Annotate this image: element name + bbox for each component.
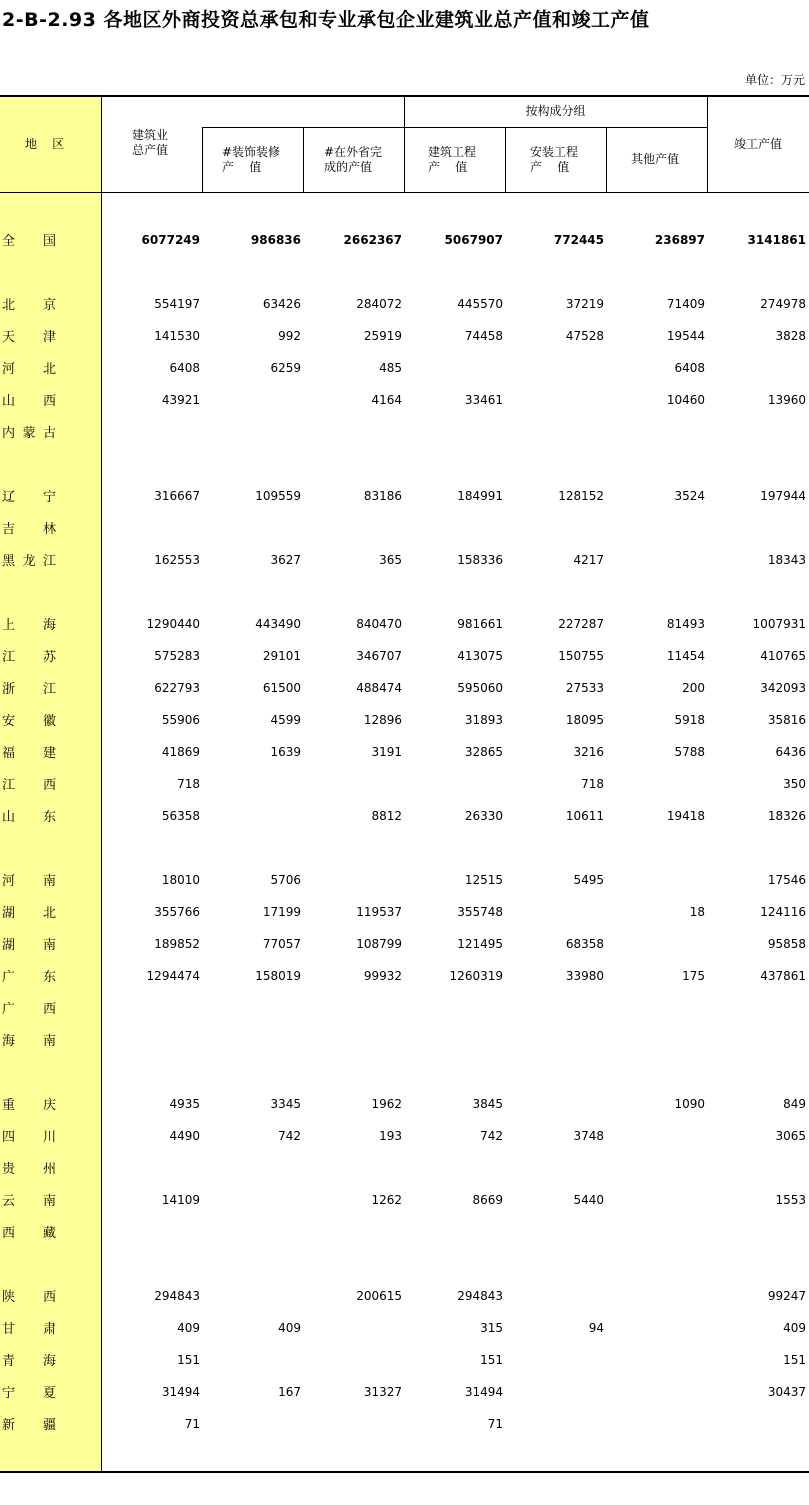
table-cell: 6436 <box>775 745 806 759</box>
table-cell: 6259 <box>270 361 301 375</box>
table-cell: 1294474 <box>146 969 200 983</box>
region-name: 云南 <box>2 1194 56 1209</box>
region-divider <box>101 95 102 1473</box>
table-cell: 554197 <box>154 297 200 311</box>
region-name: 重庆 <box>2 1098 56 1113</box>
page-title: 2-B-2.93 各地区外商投资总承包和专业承包企业建筑业总产值和竣工产值 <box>2 9 650 31</box>
unit-label: 单位：万元 <box>744 73 805 87</box>
table-cell: 284072 <box>356 297 402 311</box>
table-cell: 150755 <box>558 649 604 663</box>
region-label <box>2 518 56 538</box>
table-cell: 342093 <box>760 681 806 695</box>
table-cell: 25919 <box>363 329 402 343</box>
table-cell: 1007931 <box>752 617 806 631</box>
col-divider <box>505 127 506 193</box>
table-cell: 1639 <box>270 745 301 759</box>
region-name: 江西 <box>2 778 56 793</box>
region-label <box>2 710 56 730</box>
table-cell: 12896 <box>363 713 402 727</box>
table-cell: 33980 <box>565 969 604 983</box>
table-cell: 189852 <box>154 937 200 951</box>
table-cell: 3191 <box>371 745 402 759</box>
table-cell: 47528 <box>565 329 604 343</box>
table-cell: 74458 <box>464 329 503 343</box>
table-cell: 413075 <box>457 649 503 663</box>
table-cell: 26330 <box>464 809 503 823</box>
table-cell: 12515 <box>464 873 503 887</box>
table-cell: 294843 <box>457 1289 503 1303</box>
table-cell: 622793 <box>154 681 200 695</box>
header-total-output: 建筑业 总产值 <box>132 128 169 157</box>
table-cell: 3141861 <box>747 233 806 247</box>
table-cell: 71 <box>487 1417 503 1431</box>
region-name: 内蒙古 <box>2 426 56 441</box>
region-name: 北京 <box>2 298 56 313</box>
table-cell: 99932 <box>363 969 402 983</box>
table-cell: 8812 <box>371 809 402 823</box>
table-cell: 1290440 <box>146 617 200 631</box>
region-name: 浙江 <box>2 682 56 697</box>
region-name: 广东 <box>2 970 56 985</box>
table-cell: 128152 <box>558 489 604 503</box>
table-cell: 121495 <box>457 937 503 951</box>
table-cell: 4164 <box>371 393 402 407</box>
table-cell: 4217 <box>573 553 604 567</box>
region-name: 四川 <box>2 1130 56 1145</box>
table-cell: 355766 <box>154 905 200 919</box>
table-cell: 981661 <box>457 617 503 631</box>
region-label <box>2 1414 56 1434</box>
table-cell: 35816 <box>767 713 806 727</box>
region-label <box>2 678 56 698</box>
region-name: 河北 <box>2 362 56 377</box>
table-cell: 119537 <box>356 905 402 919</box>
table-cell: 3065 <box>775 1129 806 1143</box>
table-cell: 43921 <box>161 393 200 407</box>
table-cell: 19544 <box>666 329 705 343</box>
table-cell: 193 <box>379 1129 402 1143</box>
table-cell: 71 <box>184 1417 200 1431</box>
table-cell: 5440 <box>573 1193 604 1207</box>
table-cell: 197944 <box>760 489 806 503</box>
region-name: 西藏 <box>2 1226 56 1241</box>
region-name: 新疆 <box>2 1418 56 1433</box>
table-cell: 6408 <box>674 361 705 375</box>
table-cell: 18 <box>689 905 705 919</box>
region-label <box>2 550 56 570</box>
table-cell: 10611 <box>565 809 604 823</box>
table-cell: 30437 <box>767 1385 806 1399</box>
table-cell: 56358 <box>161 809 200 823</box>
table-cell: 410765 <box>760 649 806 663</box>
table-bottom-border <box>0 1471 809 1473</box>
table-cell: 3216 <box>573 745 604 759</box>
region-label <box>2 1126 56 1146</box>
region-label <box>2 1318 56 1338</box>
table-cell: 986836 <box>250 233 301 247</box>
region-name: 福建 <box>2 746 56 761</box>
table-cell: 32865 <box>464 745 503 759</box>
table-cell: 3828 <box>775 329 806 343</box>
region-name: 天津 <box>2 330 56 345</box>
header-other-province: #在外省完 成的产值 <box>324 145 383 174</box>
table-cell: 18095 <box>565 713 604 727</box>
table-cell: 346707 <box>356 649 402 663</box>
table-cell: 95858 <box>767 937 806 951</box>
region-name: 宁夏 <box>2 1386 56 1401</box>
table-cell: 365 <box>379 553 402 567</box>
table-cell: 409 <box>177 1321 200 1335</box>
table-cell: 8669 <box>472 1193 503 1207</box>
region-label <box>2 742 56 762</box>
table-cell: 55906 <box>161 713 200 727</box>
table-cell: 14109 <box>161 1193 200 1207</box>
region-label <box>2 1094 56 1114</box>
table-cell: 6408 <box>169 361 200 375</box>
region-label <box>2 390 56 410</box>
region-label <box>2 902 56 922</box>
table-cell: 5067907 <box>444 233 503 247</box>
table-cell: 68358 <box>565 937 604 951</box>
table-cell: 350 <box>783 777 806 791</box>
table-cell: 37219 <box>565 297 604 311</box>
table-cell: 315 <box>480 1321 503 1335</box>
table-cell: 109559 <box>255 489 301 503</box>
table-cell: 162553 <box>154 553 200 567</box>
table-cell: 18326 <box>767 809 806 823</box>
table-cell: 184991 <box>457 489 503 503</box>
table-cell: 6077249 <box>141 233 200 247</box>
header-completed: 竣工产值 <box>733 137 782 151</box>
region-name: 辽宁 <box>2 490 56 505</box>
table-cell: 1262 <box>371 1193 402 1207</box>
table-cell: 575283 <box>154 649 200 663</box>
region-label <box>2 1158 56 1178</box>
region-label <box>2 486 56 506</box>
region-label <box>2 806 56 826</box>
table-cell: 31494 <box>161 1385 200 1399</box>
table-cell: 840470 <box>356 617 402 631</box>
region-label <box>2 934 56 954</box>
table-cell: 4599 <box>270 713 301 727</box>
table-cell: 5788 <box>674 745 705 759</box>
header-construction: 建筑工程 产 值 <box>428 145 477 174</box>
region-name: 贵州 <box>2 1162 56 1177</box>
table-cell: 437861 <box>760 969 806 983</box>
header-region: 地 区 <box>25 137 65 151</box>
region-name: 广西 <box>2 1002 56 1017</box>
table-cell: 236897 <box>654 233 705 247</box>
region-name: 湖南 <box>2 938 56 953</box>
table-cell: 31327 <box>363 1385 402 1399</box>
table-cell: 3524 <box>674 489 705 503</box>
table-cell: 81493 <box>666 617 705 631</box>
region-name: 山西 <box>2 394 56 409</box>
table-cell: 61500 <box>262 681 301 695</box>
data-table <box>0 95 809 1473</box>
table-cell: 4490 <box>169 1129 200 1143</box>
region-label <box>2 1030 56 1050</box>
table-cell: 19418 <box>666 809 705 823</box>
region-label <box>2 614 56 634</box>
region-label <box>2 774 56 794</box>
table-cell: 355748 <box>457 905 503 919</box>
table-cell: 849 <box>783 1097 806 1111</box>
region-name: 河南 <box>2 874 56 889</box>
header-group: 按构成分组 <box>525 104 586 118</box>
region-label <box>2 646 56 666</box>
table-cell: 409 <box>783 1321 806 1335</box>
table-cell: 5706 <box>270 873 301 887</box>
table-cell: 2662367 <box>343 233 402 247</box>
table-cell: 1962 <box>371 1097 402 1111</box>
table-cell: 200615 <box>356 1289 402 1303</box>
header-other-output: 其他产值 <box>631 152 680 166</box>
region-label <box>2 230 56 250</box>
table-cell: 124116 <box>760 905 806 919</box>
region-label <box>2 966 56 986</box>
table-cell: 718 <box>177 777 200 791</box>
region-label <box>2 1286 56 1306</box>
region-name: 江苏 <box>2 650 56 665</box>
table-cell: 409 <box>278 1321 301 1335</box>
table-cell: 5495 <box>573 873 604 887</box>
region-name: 甘肃 <box>2 1322 56 1337</box>
region-label <box>2 422 56 442</box>
table-cell: 5918 <box>674 713 705 727</box>
region-label <box>2 358 56 378</box>
table-cell: 992 <box>278 329 301 343</box>
region-name: 黑龙江 <box>2 554 56 569</box>
table-cell: 13960 <box>767 393 806 407</box>
header-installation: 安装工程 产 值 <box>530 145 579 174</box>
table-cell: 718 <box>581 777 604 791</box>
table-cell: 443490 <box>255 617 301 631</box>
region-name: 海南 <box>2 1034 56 1049</box>
table-cell: 227287 <box>558 617 604 631</box>
table-cell: 27533 <box>565 681 604 695</box>
table-cell: 29101 <box>262 649 301 663</box>
table-cell: 10460 <box>666 393 705 407</box>
region-name: 青海 <box>2 1354 56 1369</box>
table-cell: 488474 <box>356 681 402 695</box>
table-cell: 158019 <box>255 969 301 983</box>
table-cell: 141530 <box>154 329 200 343</box>
table-cell: 31494 <box>464 1385 503 1399</box>
col-divider <box>202 127 203 193</box>
region-name: 上海 <box>2 618 56 633</box>
region-label <box>2 294 56 314</box>
table-cell: 108799 <box>356 937 402 951</box>
table-cell: 1260319 <box>449 969 503 983</box>
table-cell: 18343 <box>767 553 806 567</box>
table-cell: 99247 <box>767 1289 806 1303</box>
region-label <box>2 326 56 346</box>
table-cell: 445570 <box>457 297 503 311</box>
header-decoration: #装饰装修 产 值 <box>222 145 281 174</box>
table-cell: 3627 <box>270 553 301 567</box>
table-cell: 742 <box>278 1129 301 1143</box>
table-cell: 175 <box>682 969 705 983</box>
table-cell: 71409 <box>666 297 705 311</box>
region-name: 山东 <box>2 810 56 825</box>
table-cell: 3845 <box>472 1097 503 1111</box>
region-name: 吉林 <box>2 522 56 537</box>
col-divider <box>303 127 304 193</box>
table-cell: 274978 <box>760 297 806 311</box>
table-cell: 3345 <box>270 1097 301 1111</box>
table-cell: 11454 <box>666 649 705 663</box>
region-label <box>2 1190 56 1210</box>
table-cell: 200 <box>682 681 705 695</box>
table-cell: 316667 <box>154 489 200 503</box>
region-label <box>2 870 56 890</box>
group-divider <box>202 127 707 128</box>
table-cell: 151 <box>480 1353 503 1367</box>
table-cell: 17199 <box>262 905 301 919</box>
table-cell: 31893 <box>464 713 503 727</box>
table-cell: 294843 <box>154 1289 200 1303</box>
table-cell: 33461 <box>464 393 503 407</box>
table-cell: 3748 <box>573 1129 604 1143</box>
table-cell: 151 <box>177 1353 200 1367</box>
col-divider <box>606 127 607 193</box>
table-cell: 158336 <box>457 553 503 567</box>
table-cell: 742 <box>480 1129 503 1143</box>
table-cell: 1553 <box>775 1193 806 1207</box>
region-label <box>2 1350 56 1370</box>
region-label <box>2 1382 56 1402</box>
region-label <box>2 998 56 1018</box>
table-cell: 18010 <box>161 873 200 887</box>
table-cell: 485 <box>379 361 402 375</box>
table-cell: 63426 <box>262 297 301 311</box>
region-label <box>2 1222 56 1242</box>
table-cell: 772445 <box>553 233 604 247</box>
table-cell: 17546 <box>767 873 806 887</box>
table-cell: 77057 <box>262 937 301 951</box>
region-name: 全国 <box>2 234 56 249</box>
region-name: 安徽 <box>2 714 56 729</box>
table-cell: 94 <box>588 1321 604 1335</box>
table-cell: 151 <box>783 1353 806 1367</box>
region-name: 湖北 <box>2 906 56 921</box>
table-cell: 167 <box>278 1385 301 1399</box>
table-cell: 41869 <box>161 745 200 759</box>
table-cell: 4935 <box>169 1097 200 1111</box>
table-cell: 1090 <box>674 1097 705 1111</box>
region-name: 陕西 <box>2 1290 56 1305</box>
table-cell: 83186 <box>363 489 402 503</box>
table-cell: 595060 <box>457 681 503 695</box>
